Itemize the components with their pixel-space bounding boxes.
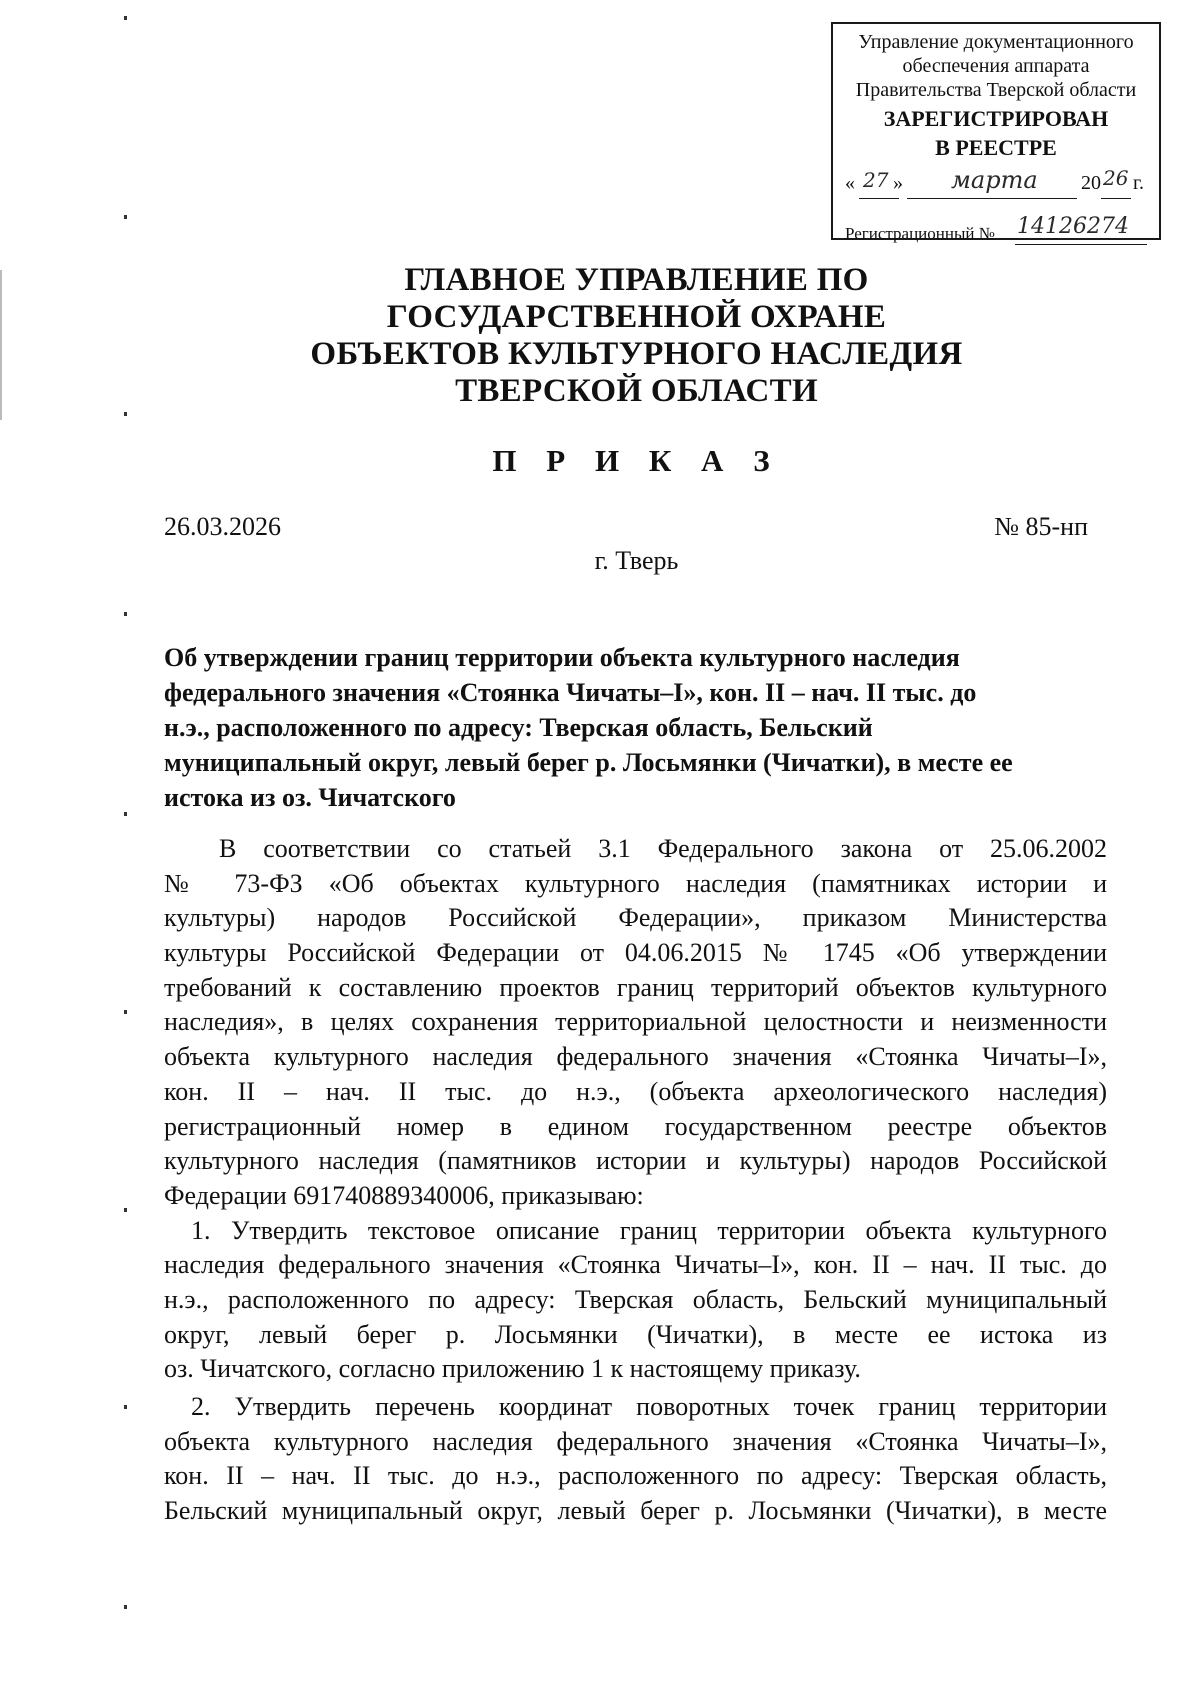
scan-mark [124,612,127,616]
document-city: г. Тверь [594,546,679,575]
scan-mark [124,1605,127,1609]
stamp-registration-number: 14126274 [1017,214,1129,239]
document-type: П Р И К А З [492,443,781,478]
stamp-underline [1101,198,1131,199]
stamp-status: ЗАРЕГИСТРИРОВАН В РЕЕСТРЕ [883,106,1109,160]
stamp-date: « 27 » марта 20 26 г. [845,172,1155,202]
stamp-date-month: марта [951,166,1038,194]
scan-mark [124,1208,127,1212]
document-subject: Об утверждении границ территории объекта культурного наследия федерального значения «Стоянка Чичаты–I», кон. II – нач. II тыс. до н.э., расположенного по адресу: Тверская область, Бельский муниципальный округ, левый берег р. Лосьмянки (Чичатки), в месте ее истока из оз. Чичатского [164,643,1013,812]
stamp-underline [1015,244,1147,245]
stamp-date-day: 27 [863,168,889,192]
scan-mark [124,1405,127,1409]
stamp-underline [907,198,1077,199]
stamp-organization: Управление документационного обеспечения аппарата Правительства Тверской области [855,31,1137,101]
registration-stamp [831,22,1161,243]
scan-mark [124,812,127,816]
stamp-underline [859,198,899,199]
document-number: № 85-нп [994,512,1088,541]
scan-mark [124,215,127,219]
scan-mark [124,16,127,20]
order-item-1: 1. Утвердить текстовое описание границ территории объекта культурного наследия федерального значения «Стоянка Чичаты–I», кон. II – нач. II тыс. до н.э., расположенного по адресу: Тверская область, Бельский муниципальный округ, левый берег р. Лосьмянки (Чичатки), в месте ее истока из оз. Чичатского, согласно приложению 1 к настоящему приказу. [164,1215,1107,1384]
order-item-2: 2. Утвердить перечень координат поворотных точек границ территории объекта культурного наследия федерального значения «Стоянка Чичаты–I», кон. II – нач. II тыс. до н.э., расположенного по адресу: Тверская область, Бельский муниципальный округ, левый берег р. Лосьмянки (Чичатки), в месте [164,1392,1107,1526]
preamble-paragraph: В соответствии со статьей 3.1 Федерального закона от 25.06.2002 № 73-ФЗ «Об объектах культурного наследия (памятниках истории и культуры) народов Российской Федерации», приказом Министерства культуры Российской Федерации от 04.06.2015 № 1745 «Об утверждении требований к составлению проектов границ территорий объектов культурного наследия», в целях сохранения территориальной целостности и неизменности объекта культурного наследия федерального значения «Стоянка Чичаты–I», кон. II – нач. II тыс. до н.э., (объекта археологического наследия) регистрационный номер в едином государственном реестре объектов культурного наследия (памятников истории и культуры) народов Российской Федерации 691740889340006, приказываю: [164,834,1107,1210]
document-body [164,832,1107,1529]
scan-mark [124,1010,127,1014]
agency-heading: ГЛАВНОЕ УПРАВЛЕНИЕ ПО ГОСУДАРСТВЕННОЙ ОХРАНЕ ОБЪЕКТОВ КУЛЬТУРНОГО НАСЛЕДИЯ ТВЕРСКОЙ ОБЛАСТИ [310,262,963,409]
stamp-date-year: 26 [1103,166,1129,190]
stamp-registration: Регистрационный № 14126274 [845,220,1155,248]
document-date: 26.03.2026 [164,512,281,541]
scan-mark [124,412,127,416]
scan-edge [0,270,2,420]
